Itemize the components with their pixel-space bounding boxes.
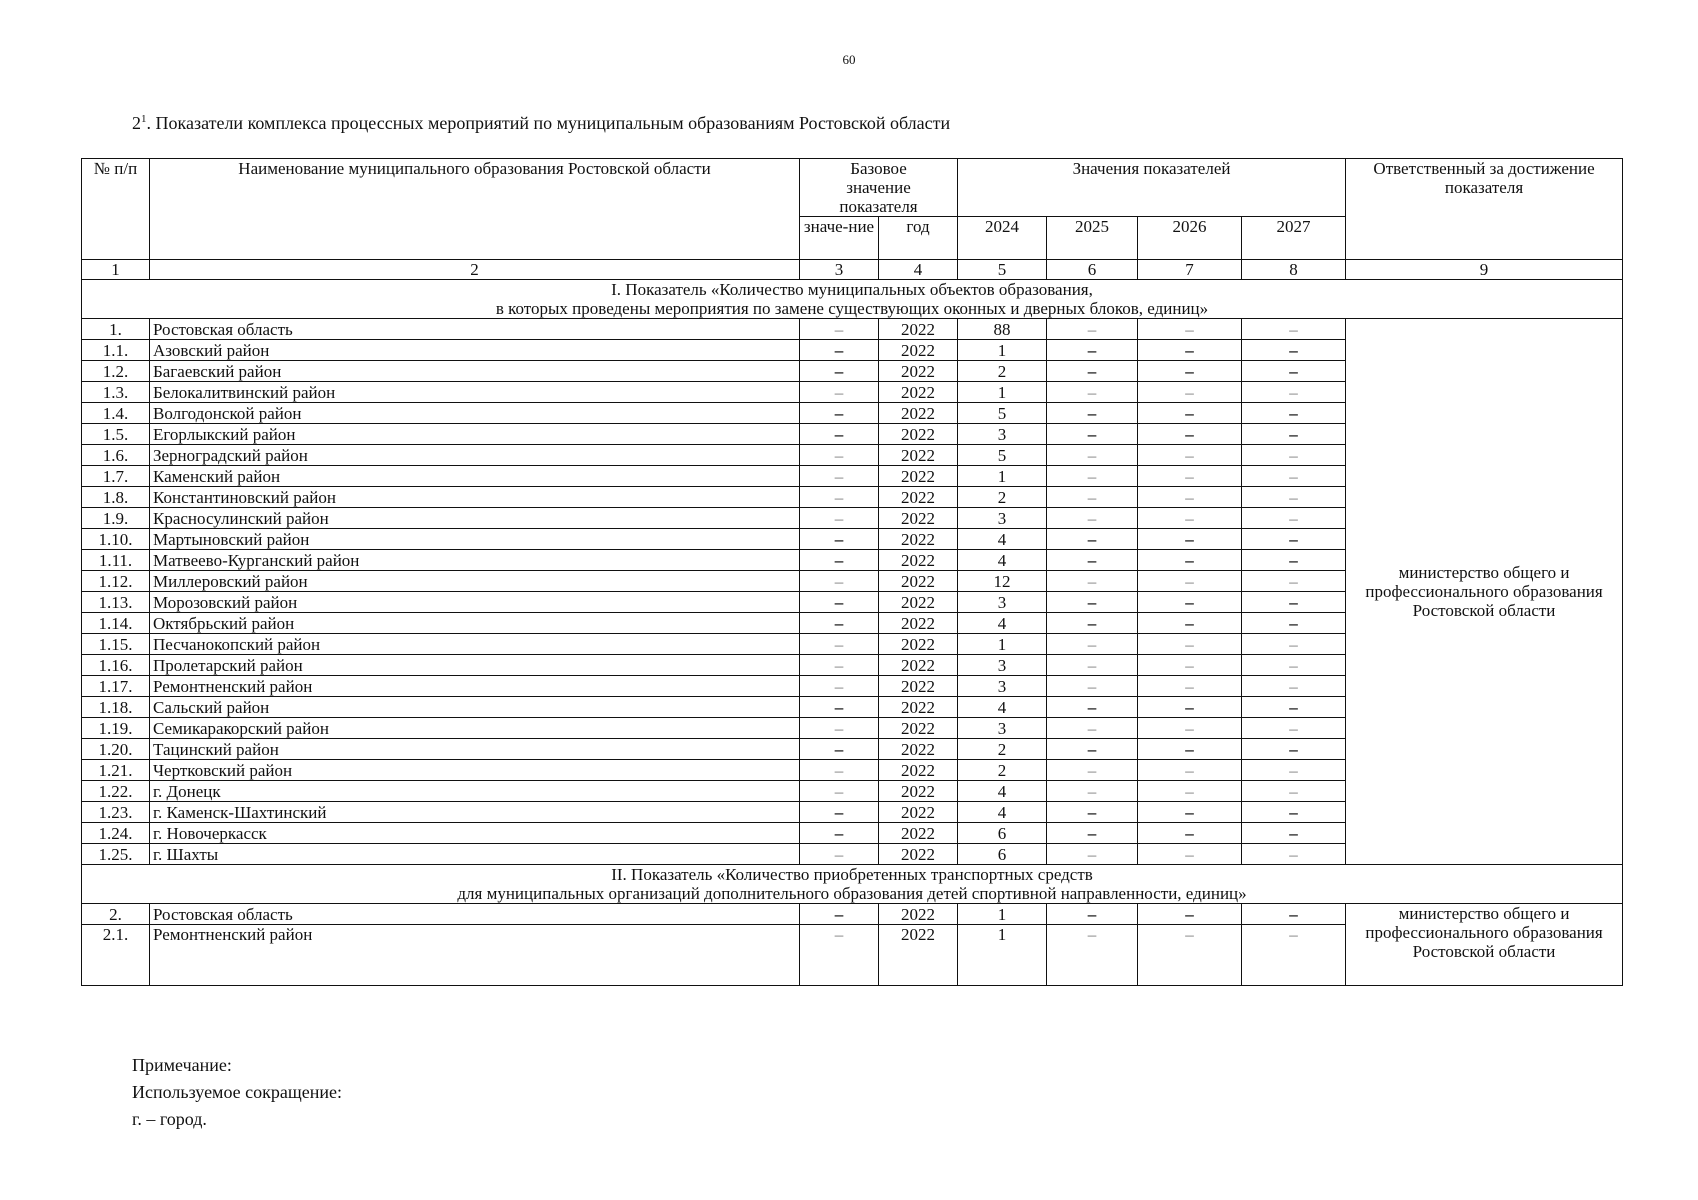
base-year: 2022	[879, 634, 958, 655]
value-2027: –	[1242, 571, 1346, 592]
notes	[132, 1052, 342, 1133]
value-2026: –	[1138, 592, 1242, 613]
title-superscript: 1	[141, 113, 147, 125]
row-number: 1.23.	[82, 802, 150, 823]
base-value: –	[800, 823, 879, 844]
value-2024: 2	[958, 487, 1047, 508]
base-value: –	[800, 802, 879, 823]
value-2024: 4	[958, 781, 1047, 802]
header-row-1	[82, 159, 1623, 217]
base-year: 2022	[879, 676, 958, 697]
row-number: 2.1.	[82, 925, 150, 986]
base-value: –	[800, 550, 879, 571]
value-2024: 4	[958, 613, 1047, 634]
row-name: Волгодонской район	[150, 403, 800, 424]
value-2027: –	[1242, 319, 1346, 340]
column-number-cell: 6	[1047, 260, 1138, 280]
value-2025: –	[1047, 571, 1138, 592]
header-values: Значения показателей	[958, 159, 1346, 217]
row-number: 1.13.	[82, 592, 150, 613]
base-value: –	[800, 655, 879, 676]
base-value: –	[800, 844, 879, 865]
value-2025: –	[1047, 781, 1138, 802]
base-year: 2022	[879, 655, 958, 676]
value-2026: –	[1138, 904, 1242, 925]
value-2024: 5	[958, 403, 1047, 424]
row-number: 1.11.	[82, 550, 150, 571]
value-2027: –	[1242, 823, 1346, 844]
row-name: Песчанокопский район	[150, 634, 800, 655]
table-row	[82, 319, 1623, 340]
base-value: –	[800, 424, 879, 445]
row-name: Матвеево-Курганский район	[150, 550, 800, 571]
header-base: Базовое значение показателя	[800, 159, 958, 217]
value-2025: –	[1047, 445, 1138, 466]
value-2025: –	[1047, 487, 1138, 508]
value-2025: –	[1047, 466, 1138, 487]
value-2026: –	[1138, 613, 1242, 634]
value-2026: –	[1138, 718, 1242, 739]
column-number-row	[82, 260, 1623, 280]
base-value: –	[800, 445, 879, 466]
value-2027: –	[1242, 844, 1346, 865]
row-number: 1.9.	[82, 508, 150, 529]
value-2025: –	[1047, 634, 1138, 655]
base-year: 2022	[879, 550, 958, 571]
row-number: 1.19.	[82, 718, 150, 739]
value-2024: 1	[958, 340, 1047, 361]
value-2027: –	[1242, 592, 1346, 613]
row-number: 1.20.	[82, 739, 150, 760]
value-2025: –	[1047, 925, 1138, 986]
row-name: Зерноградский район	[150, 445, 800, 466]
section-1-line-2: в которых проведены мероприятия по замене существующих оконных и дверных блоков, единиц»	[495, 299, 1209, 318]
header-2024: 2024	[958, 217, 1047, 260]
row-number: 1.2.	[82, 361, 150, 382]
row-number: 1.18.	[82, 697, 150, 718]
base-year: 2022	[879, 319, 958, 340]
value-2025: –	[1047, 382, 1138, 403]
value-2026: –	[1138, 403, 1242, 424]
value-2024: 3	[958, 508, 1047, 529]
value-2027: –	[1242, 655, 1346, 676]
base-value: –	[800, 697, 879, 718]
value-2026: –	[1138, 466, 1242, 487]
row-name: Константиновский район	[150, 487, 800, 508]
row-name: Белокалитвинский район	[150, 382, 800, 403]
row-number: 1.1.	[82, 340, 150, 361]
base-year: 2022	[879, 403, 958, 424]
base-year: 2022	[879, 781, 958, 802]
page-number: 60	[842, 52, 856, 67]
section-1-heading	[82, 280, 1623, 319]
value-2025: –	[1047, 697, 1138, 718]
base-value: –	[800, 760, 879, 781]
value-2027: –	[1242, 676, 1346, 697]
value-2025: –	[1047, 718, 1138, 739]
value-2027: –	[1242, 634, 1346, 655]
value-2027: –	[1242, 403, 1346, 424]
base-year: 2022	[879, 925, 958, 986]
value-2027: –	[1242, 697, 1346, 718]
value-2027: –	[1242, 340, 1346, 361]
base-year: 2022	[879, 904, 958, 925]
value-2027: –	[1242, 424, 1346, 445]
column-number-cell: 8	[1242, 260, 1346, 280]
row-number: 1.5.	[82, 424, 150, 445]
section-2-line-1: II. Показатель «Количество приобретенных транспортных средств	[611, 865, 1093, 884]
value-2025: –	[1047, 403, 1138, 424]
base-year: 2022	[879, 445, 958, 466]
value-2027: –	[1242, 550, 1346, 571]
base-value: –	[800, 319, 879, 340]
base-value: –	[800, 508, 879, 529]
value-2026: –	[1138, 382, 1242, 403]
row-number: 1.24.	[82, 823, 150, 844]
title-text: . Показатели комплекса процессных мероприятий по муниципальным образованиям Ростовской области	[146, 113, 951, 133]
row-number: 1.14.	[82, 613, 150, 634]
value-2026: –	[1138, 550, 1242, 571]
row-name: Сальский район	[150, 697, 800, 718]
value-2026: –	[1138, 634, 1242, 655]
row-name: Ремонтненский район	[150, 676, 800, 697]
base-year: 2022	[879, 613, 958, 634]
value-2026: –	[1138, 361, 1242, 382]
base-year: 2022	[879, 760, 958, 781]
column-number-cell: 7	[1138, 260, 1242, 280]
row-name: Семикаракорский район	[150, 718, 800, 739]
base-year: 2022	[879, 361, 958, 382]
value-2026: –	[1138, 760, 1242, 781]
base-value: –	[800, 529, 879, 550]
header-num: № п/п	[82, 159, 150, 260]
value-2025: –	[1047, 550, 1138, 571]
header-name: Наименование муниципального образования Ростовской области	[150, 159, 800, 260]
value-2024: 5	[958, 445, 1047, 466]
value-2027: –	[1242, 802, 1346, 823]
base-value: –	[800, 340, 879, 361]
row-name: Азовский район	[150, 340, 800, 361]
base-value: –	[800, 403, 879, 424]
row-name: Мартыновский район	[150, 529, 800, 550]
value-2024: 1	[958, 634, 1047, 655]
responsible-cell: министерство общего и профессионального образования Ростовской области	[1346, 319, 1623, 865]
header-2025: 2025	[1047, 217, 1138, 260]
value-2026: –	[1138, 802, 1242, 823]
value-2026: –	[1138, 823, 1242, 844]
base-year: 2022	[879, 823, 958, 844]
value-2024: 3	[958, 655, 1047, 676]
header-base-year: год	[879, 217, 958, 260]
header-base-value: значе-ние	[800, 217, 879, 260]
section-2-line-2: для муниципальных организаций дополнительного образования детей спортивной направленности, единиц»	[457, 884, 1247, 903]
base-year: 2022	[879, 697, 958, 718]
value-2027: –	[1242, 925, 1346, 986]
row-name: Миллеровский район	[150, 571, 800, 592]
value-2025: –	[1047, 592, 1138, 613]
column-number-cell: 4	[879, 260, 958, 280]
base-year: 2022	[879, 844, 958, 865]
row-name: Ремонтненский район	[150, 925, 800, 986]
column-number-cell: 5	[958, 260, 1047, 280]
value-2024: 2	[958, 760, 1047, 781]
value-2026: –	[1138, 676, 1242, 697]
value-2026: –	[1138, 925, 1242, 986]
base-year: 2022	[879, 802, 958, 823]
row-number: 1.12.	[82, 571, 150, 592]
value-2027: –	[1242, 781, 1346, 802]
value-2024: 3	[958, 592, 1047, 613]
value-2024: 1	[958, 904, 1047, 925]
row-name: Егорлыкский район	[150, 424, 800, 445]
row-number: 1.8.	[82, 487, 150, 508]
base-value: –	[800, 487, 879, 508]
value-2025: –	[1047, 823, 1138, 844]
row-number: 1.6.	[82, 445, 150, 466]
column-number-cell: 9	[1346, 260, 1623, 280]
value-2027: –	[1242, 613, 1346, 634]
base-year: 2022	[879, 718, 958, 739]
row-number: 1.7.	[82, 466, 150, 487]
row-number: 1.21.	[82, 760, 150, 781]
title-prefix: 2	[132, 113, 141, 133]
row-number: 1.25.	[82, 844, 150, 865]
abbreviation-label: Используемое сокращение:	[132, 1082, 342, 1102]
base-year: 2022	[879, 739, 958, 760]
base-value: –	[800, 925, 879, 986]
section-1-heading-row	[82, 280, 1623, 319]
row-number: 1.4.	[82, 403, 150, 424]
base-value: –	[800, 361, 879, 382]
value-2024: 1	[958, 382, 1047, 403]
value-2024: 3	[958, 676, 1047, 697]
value-2027: –	[1242, 361, 1346, 382]
row-number: 1.15.	[82, 634, 150, 655]
value-2025: –	[1047, 529, 1138, 550]
base-value: –	[800, 571, 879, 592]
value-2026: –	[1138, 739, 1242, 760]
row-name: Красносулинский район	[150, 508, 800, 529]
base-year: 2022	[879, 466, 958, 487]
value-2025: –	[1047, 739, 1138, 760]
value-2026: –	[1138, 508, 1242, 529]
value-2026: –	[1138, 571, 1242, 592]
row-name: г. Донецк	[150, 781, 800, 802]
value-2026: –	[1138, 697, 1242, 718]
value-2024: 2	[958, 361, 1047, 382]
value-2025: –	[1047, 613, 1138, 634]
column-number-cell: 3	[800, 260, 879, 280]
value-2026: –	[1138, 424, 1242, 445]
base-year: 2022	[879, 340, 958, 361]
value-2024: 4	[958, 529, 1047, 550]
value-2027: –	[1242, 718, 1346, 739]
row-number: 2.	[82, 904, 150, 925]
row-number: 1.16.	[82, 655, 150, 676]
row-name: г. Шахты	[150, 844, 800, 865]
value-2024: 2	[958, 739, 1047, 760]
table-row	[82, 904, 1623, 925]
value-2027: –	[1242, 445, 1346, 466]
value-2027: –	[1242, 508, 1346, 529]
base-year: 2022	[879, 487, 958, 508]
base-value: –	[800, 904, 879, 925]
row-number: 1.	[82, 319, 150, 340]
row-name: г. Каменск-Шахтинский	[150, 802, 800, 823]
value-2024: 4	[958, 697, 1047, 718]
value-2027: –	[1242, 904, 1346, 925]
value-2025: –	[1047, 760, 1138, 781]
responsible-cell: министерство общего и профессионального образования Ростовской области	[1346, 904, 1623, 986]
value-2025: –	[1047, 676, 1138, 697]
row-number: 1.22.	[82, 781, 150, 802]
header-2026: 2026	[1138, 217, 1242, 260]
value-2025: –	[1047, 424, 1138, 445]
value-2026: –	[1138, 781, 1242, 802]
value-2026: –	[1138, 655, 1242, 676]
value-2026: –	[1138, 445, 1242, 466]
value-2027: –	[1242, 487, 1346, 508]
row-name: Ростовская область	[150, 319, 800, 340]
base-year: 2022	[879, 382, 958, 403]
value-2025: –	[1047, 904, 1138, 925]
base-value: –	[800, 382, 879, 403]
value-2025: –	[1047, 655, 1138, 676]
value-2024: 88	[958, 319, 1047, 340]
value-2024: 3	[958, 424, 1047, 445]
row-number: 1.3.	[82, 382, 150, 403]
value-2025: –	[1047, 361, 1138, 382]
row-name: Ростовская область	[150, 904, 800, 925]
header-2027: 2027	[1242, 217, 1346, 260]
value-2027: –	[1242, 382, 1346, 403]
row-name: Октябрьский район	[150, 613, 800, 634]
value-2026: –	[1138, 319, 1242, 340]
base-value: –	[800, 739, 879, 760]
value-2024: 6	[958, 844, 1047, 865]
section-2-heading	[82, 865, 1623, 904]
value-2026: –	[1138, 340, 1242, 361]
value-2024: 4	[958, 802, 1047, 823]
abbreviation-definition: г. – город.	[132, 1109, 207, 1129]
base-value: –	[800, 613, 879, 634]
value-2026: –	[1138, 487, 1242, 508]
row-name: г. Новочеркасск	[150, 823, 800, 844]
value-2025: –	[1047, 508, 1138, 529]
document-title	[132, 113, 950, 134]
row-number: 1.10.	[82, 529, 150, 550]
value-2025: –	[1047, 340, 1138, 361]
indicators-table	[81, 158, 1623, 986]
value-2026: –	[1138, 844, 1242, 865]
value-2024: 3	[958, 718, 1047, 739]
column-number-cell: 2	[150, 260, 800, 280]
value-2024: 1	[958, 466, 1047, 487]
base-year: 2022	[879, 508, 958, 529]
section-2-heading-row	[82, 865, 1623, 904]
base-value: –	[800, 592, 879, 613]
header-responsible: Ответственный за достижение показателя	[1346, 159, 1623, 260]
value-2026: –	[1138, 529, 1242, 550]
base-year: 2022	[879, 571, 958, 592]
base-value: –	[800, 781, 879, 802]
value-2027: –	[1242, 739, 1346, 760]
row-name: Пролетарский район	[150, 655, 800, 676]
base-year: 2022	[879, 424, 958, 445]
row-name: Тацинский район	[150, 739, 800, 760]
base-value: –	[800, 466, 879, 487]
row-number: 1.17.	[82, 676, 150, 697]
base-value: –	[800, 718, 879, 739]
value-2024: 1	[958, 925, 1047, 986]
column-number-cell: 1	[82, 260, 150, 280]
section-1-line-1: I. Показатель «Количество муниципальных объектов образования,	[611, 280, 1093, 299]
value-2024: 12	[958, 571, 1047, 592]
value-2027: –	[1242, 466, 1346, 487]
row-name: Каменский район	[150, 466, 800, 487]
row-name: Чертковский район	[150, 760, 800, 781]
base-year: 2022	[879, 529, 958, 550]
value-2025: –	[1047, 844, 1138, 865]
base-value: –	[800, 676, 879, 697]
value-2025: –	[1047, 319, 1138, 340]
value-2025: –	[1047, 802, 1138, 823]
value-2027: –	[1242, 529, 1346, 550]
row-name: Багаевский район	[150, 361, 800, 382]
note-label: Примечание:	[132, 1055, 232, 1075]
value-2024: 4	[958, 550, 1047, 571]
value-2024: 6	[958, 823, 1047, 844]
row-name: Морозовский район	[150, 592, 800, 613]
base-year: 2022	[879, 592, 958, 613]
value-2027: –	[1242, 760, 1346, 781]
base-value: –	[800, 634, 879, 655]
